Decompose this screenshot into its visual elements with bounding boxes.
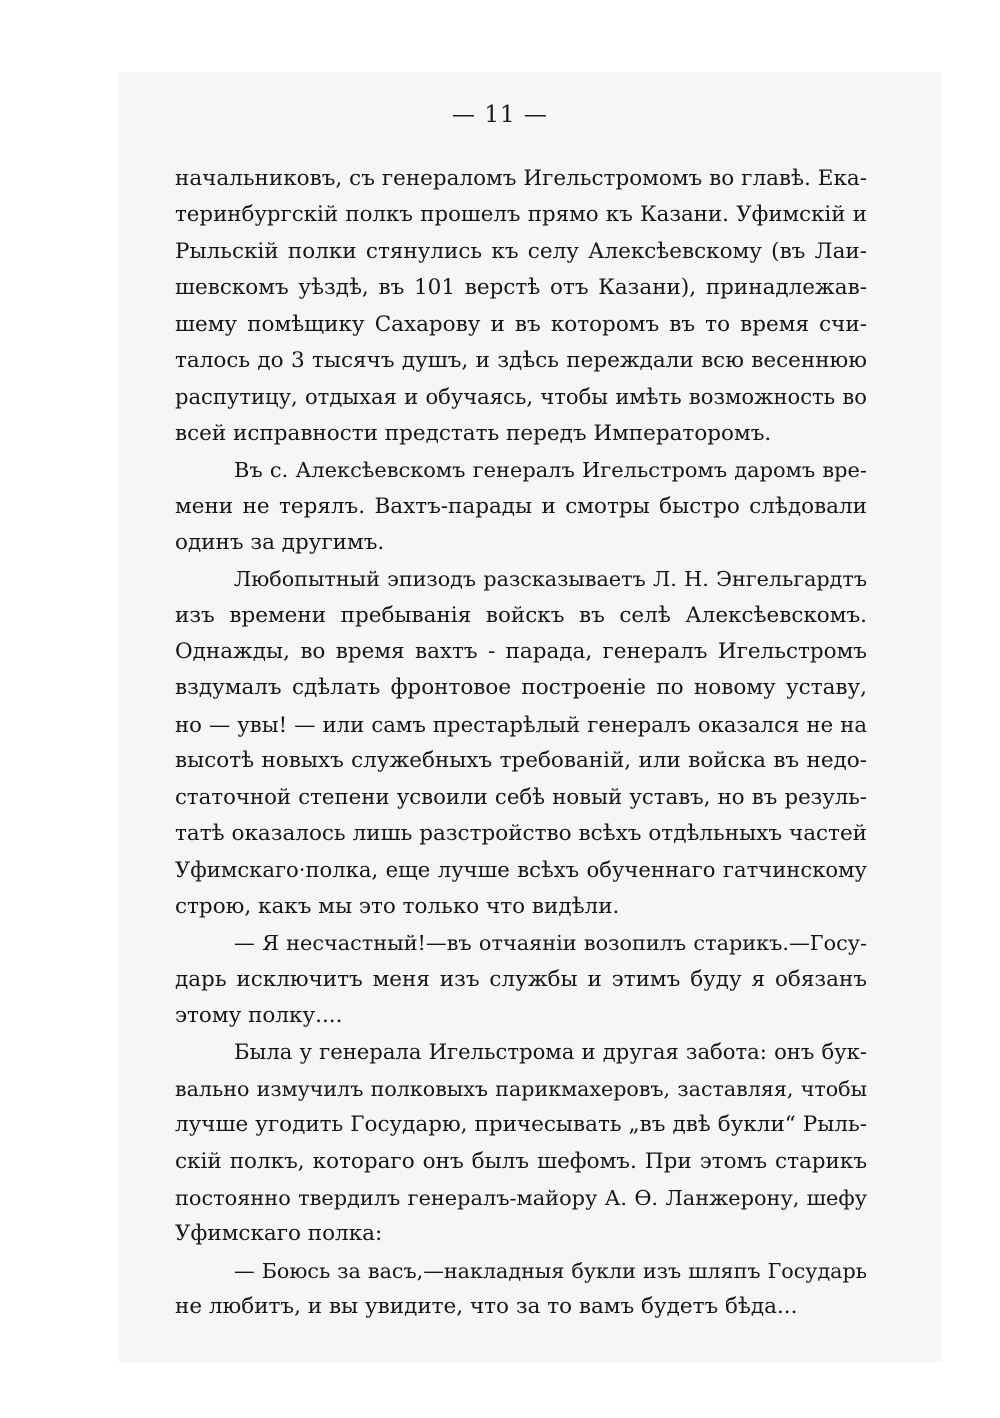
text-line: всей исправности предстать передъ Императоромъ. bbox=[175, 420, 772, 446]
text-line: — Я несчастный!—въ отчаяніи возопилъ старикъ.—Госу- bbox=[234, 931, 867, 956]
text-line: Уфимскаго полка: bbox=[175, 1221, 383, 1247]
text-line: шему помѣщику Сахарову и въ которомъ въ то время счи- bbox=[175, 311, 867, 337]
text-line: Была у генерала Игельстрома и другая забота: онъ бук- bbox=[234, 1039, 867, 1065]
text-line: вально измучилъ полковыхъ парикмахеровъ, заставляя, чтобы bbox=[175, 1076, 867, 1101]
text-line: этому полку.... bbox=[175, 1002, 343, 1028]
text-line: Рыльскій полки стянулись къ селу Алексѣевскому (въ Лаи- bbox=[175, 238, 867, 264]
text-line: Въ с. Алексѣевскомъ генералъ Игельстромъ даромъ вре- bbox=[234, 458, 867, 483]
text-line: Однажды, во время вахтъ - парада, генералъ Игельстромъ bbox=[175, 639, 867, 665]
paragraph bbox=[175, 561, 867, 925]
text-line: постоянно твердилъ генералъ-майору А. Ѳ. Ланжерону, шефу bbox=[175, 1185, 867, 1210]
body-text bbox=[175, 161, 867, 1326]
text-line: строю, какъ мы это только что видѣли. bbox=[175, 893, 620, 919]
paragraph bbox=[175, 1034, 867, 1252]
text-line: высотѣ новыхъ служебныхъ требованій, или войска въ недо- bbox=[175, 748, 867, 774]
text-line: Любопытный эпизодъ разсказываетъ Л. Н. Энгельгардтъ bbox=[234, 567, 867, 592]
paragraph bbox=[175, 1253, 867, 1326]
text-line: мени не терялъ. Вахтъ-парады и смотры быстро слѣдовали bbox=[175, 493, 867, 519]
text-line: лучше угодить Государю, причесывать „въ двѣ букли“ Рыль- bbox=[175, 1112, 867, 1138]
text-line: шевскомъ уѣздѣ, въ 101 верстѣ отъ Казани), принадлежав- bbox=[175, 275, 867, 301]
text-line: статочной степени усвоили себѣ новый уставъ, но въ резуль- bbox=[175, 784, 867, 810]
text-line: одинъ за другимъ. bbox=[175, 529, 385, 555]
text-line: не любитъ, и вы увидите, что за то вамъ будетъ бѣда... bbox=[175, 1294, 798, 1320]
text-line: талось до 3 тысячъ душъ, и здѣсь переждали всю весеннюю bbox=[175, 347, 867, 373]
text-line: татѣ оказалось лишь разстройство всѣхъ отдѣльныхъ частей bbox=[175, 821, 867, 847]
paragraph bbox=[175, 161, 867, 452]
text-line: но — увы! — или самъ престарѣлый генералъ оказался не на bbox=[175, 711, 867, 737]
page-number: — 11 — bbox=[452, 102, 548, 128]
text-line: скій полкъ, котораго онъ былъ шефомъ. При этомъ старикъ bbox=[175, 1148, 867, 1174]
text-line: начальниковъ, съ генераломъ Игельстромомъ во главѣ. Ека- bbox=[175, 166, 867, 191]
text-line: изъ времени пребыванія войскъ въ селѣ Алексѣевскомъ. bbox=[175, 602, 867, 628]
text-line: Уфимскаго·полка, еще лучше всѣхъ обученнаго гатчинскому bbox=[175, 857, 867, 883]
text-line: распутицу, отдыхая и обучаясь, чтобы имѣть возможность во bbox=[175, 384, 867, 410]
text-line: вздумалъ сдѣлать фронтовое построеніе по новому уставу, bbox=[175, 675, 867, 701]
text-line: теринбургскій полкъ прошелъ прямо къ Казани. Уфимскій и bbox=[175, 202, 867, 228]
paragraph bbox=[175, 925, 867, 1034]
text-line: — Боюсь за васъ,—накладныя букли изъ шляпъ Государь bbox=[234, 1258, 867, 1283]
text-line: дарь исключитъ меня изъ службы и этимъ буду я обязанъ bbox=[175, 966, 867, 992]
paragraph bbox=[175, 452, 867, 561]
